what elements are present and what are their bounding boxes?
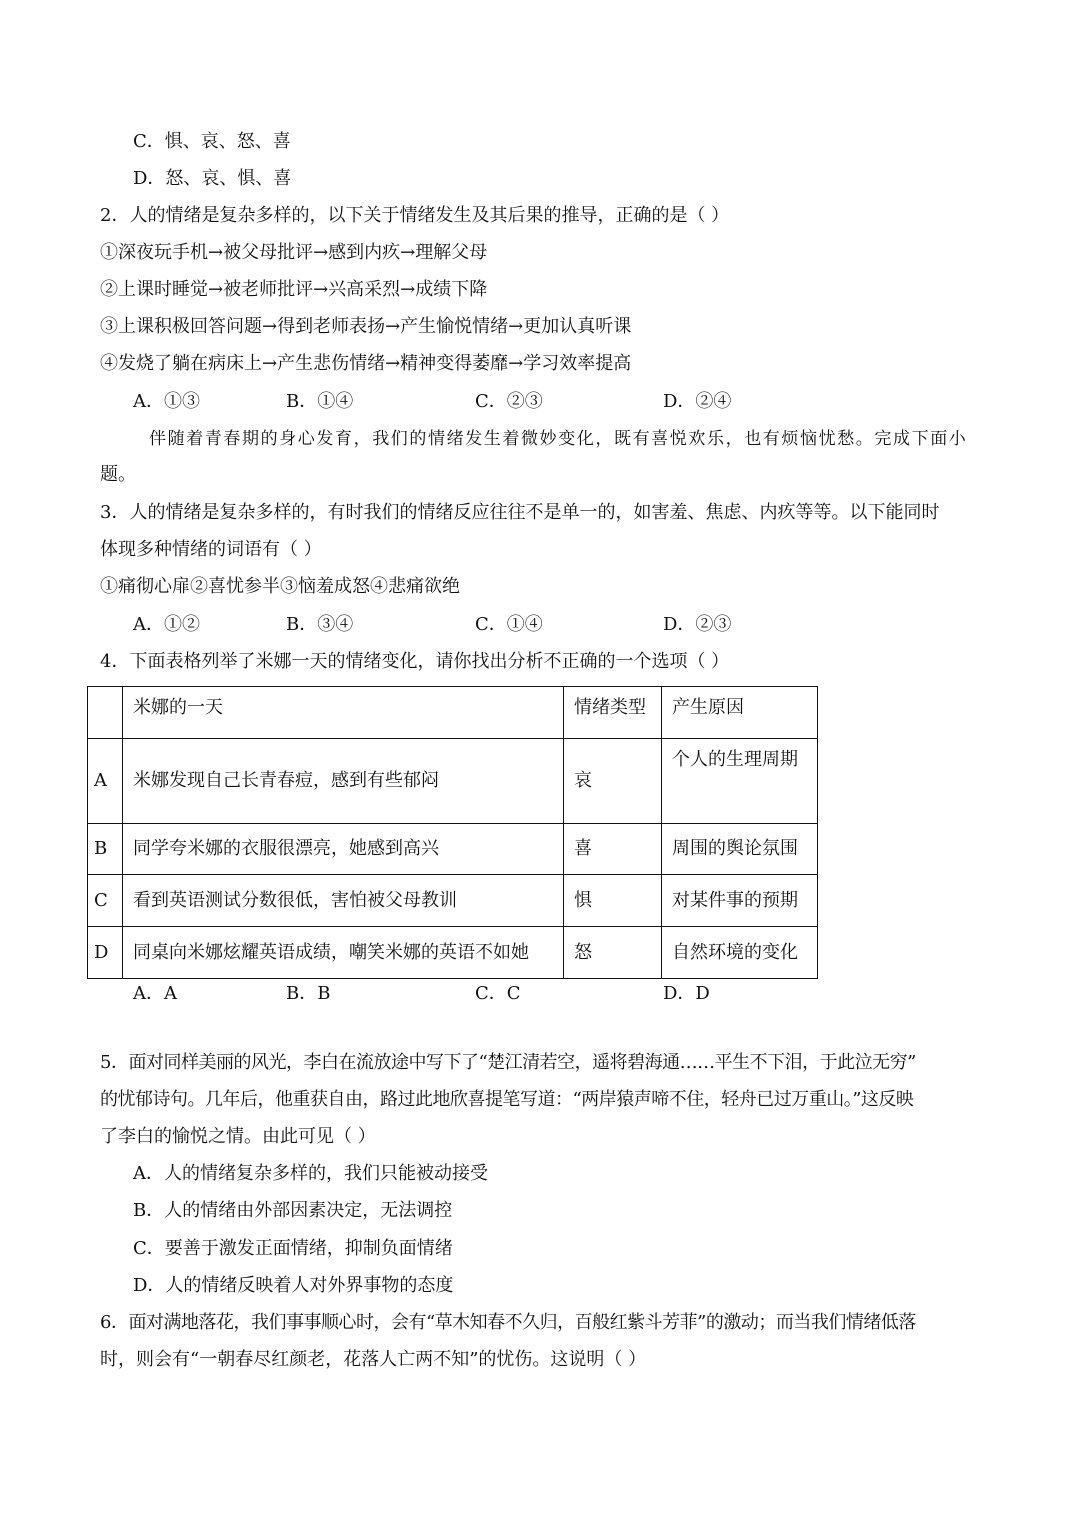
- table-header-row: [88, 687, 818, 739]
- q3-items: ①痛彻心扉②喜忧参半③恼羞成怒④悲痛欲绝: [100, 576, 460, 597]
- table-cell-cause: 对某件事的预期: [662, 875, 818, 927]
- q2-option-c[interactable]: C．②③: [475, 391, 543, 412]
- table-header-cell: 米娜的一天: [123, 687, 564, 739]
- q5-option-d[interactable]: D．人的情绪反映着人对外界事物的态度: [133, 1275, 454, 1296]
- q4-option-c[interactable]: C．C: [475, 983, 521, 1004]
- table-header-cell: 产生原因: [662, 687, 818, 739]
- q5-stem-line-1: 5．面对同样美丽的风光，李白在流放途中写下了“楚江清若空，遥将碧海通……平生不下泪，于此泣无穷”: [100, 1052, 916, 1073]
- q2-option-b[interactable]: B．①④: [286, 391, 354, 412]
- q4-option-b[interactable]: B．B: [286, 983, 331, 1004]
- table-cell-label: B: [88, 824, 123, 875]
- table-row: [88, 927, 818, 979]
- table-cell-cause: 个人的生理周期: [662, 739, 818, 824]
- q5-stem-line-3: 了李白的愉悦之情。由此可见（ ）: [100, 1126, 376, 1147]
- q4-option-d[interactable]: D．D: [663, 983, 710, 1004]
- q5-option-c[interactable]: C．要善于激发正面情绪，抑制负面情绪: [133, 1238, 453, 1259]
- q3-stem-line-2: 体现多种情绪的词语有（ ）: [100, 539, 322, 560]
- table-cell-label: A: [88, 739, 123, 824]
- table-cell-emotion: 喜: [564, 824, 662, 875]
- q1-option-d[interactable]: D．怒、哀、惧、喜: [133, 168, 292, 189]
- q2-item-4: ④发烧了躺在病床上→产生悲伤情绪→精神变得萎靡→学习效率提高: [100, 353, 632, 374]
- table-cell-emotion: 怒: [564, 927, 662, 979]
- q2-option-a[interactable]: A．①③: [133, 391, 200, 412]
- q1-option-c[interactable]: C．惧、哀、怒、喜: [133, 131, 291, 152]
- q6-stem-line-1: 6．面对满地落花，我们事事顺心时，会有“草木知春不久归，百般红紫斗芳菲”的激动；而当我们情绪低落: [100, 1312, 916, 1333]
- q3-option-d[interactable]: D．②③: [663, 614, 732, 635]
- table-cell-emotion: 惧: [564, 875, 662, 927]
- q2-item-3: ③上课积极回答问题→得到老师表扬→产生愉悦情绪→更加认真听课: [100, 316, 632, 337]
- q5-option-b[interactable]: B．人的情绪由外部因素决定，无法调控: [133, 1200, 453, 1221]
- table-cell-label: D: [88, 927, 123, 979]
- q3-stem-line-1: 3．人的情绪是复杂多样的，有时我们的情绪反应往往不是单一的，如害羞、焦虑、内疚等等。以下能同时: [100, 502, 940, 523]
- table-cell-event: 同学夸米娜的衣服很漂亮，她感到高兴: [123, 824, 564, 875]
- table-cell-event: 看到英语测试分数很低，害怕被父母教训: [123, 875, 564, 927]
- q2-item-2: ②上课时睡觉→被老师批评→兴高采烈→成绩下降: [100, 279, 488, 300]
- q3-option-b[interactable]: B．③④: [286, 614, 354, 635]
- q3-option-a[interactable]: A．①②: [133, 614, 200, 635]
- table-cell-cause: 周围的舆论氛围: [662, 824, 818, 875]
- passage-line-1: 伴随着青春期的身心发育，我们的情绪发生着微妙变化，既有喜悦欢乐，也有烦恼忧愁。完成下面小: [149, 429, 968, 449]
- passage-line-2: 题。: [100, 464, 136, 485]
- q4-option-a[interactable]: A．A: [133, 983, 177, 1004]
- table-header-cell: [88, 687, 123, 739]
- q2-option-d[interactable]: D．②④: [663, 391, 732, 412]
- q6-stem-line-2: 时，则会有“一朝春尽红颜老，花落人亡两不知”的忧伤。这说明（ ）: [100, 1349, 647, 1370]
- table-cell-event: 米娜发现自己长青春痘，感到有些郁闷: [123, 739, 564, 824]
- q4-stem: 4．下面表格列举了米娜一天的情绪变化，请你找出分析不正确的一个选项（ ）: [100, 651, 730, 672]
- table-row: [88, 824, 818, 875]
- q5-option-a[interactable]: A．人的情绪复杂多样的，我们只能被动接受: [133, 1163, 488, 1184]
- q2-item-1: ①深夜玩手机→被父母批评→感到内疚→理解父母: [100, 242, 488, 263]
- mood-table: [87, 686, 818, 979]
- table-header-cell: 情绪类型: [564, 687, 662, 739]
- table-row: [88, 739, 818, 824]
- table-row: [88, 875, 818, 927]
- table-cell-emotion: 哀: [564, 739, 662, 824]
- q2-stem: 2．人的情绪是复杂多样的，以下关于情绪发生及其后果的推导，正确的是（ ）: [100, 205, 730, 226]
- table-cell-cause: 自然环境的变化: [662, 927, 818, 979]
- table-cell-event: 同桌向米娜炫耀英语成绩，嘲笑米娜的英语不如她: [123, 927, 564, 979]
- q3-option-c[interactable]: C．①④: [475, 614, 543, 635]
- table-cell-label: C: [88, 875, 123, 927]
- q5-stem-line-2: 的忧郁诗句。几年后，他重获自由，路过此地欣喜提笔写道：“两岸猿声啼不住，轻舟已过万重山。”这反映: [100, 1089, 914, 1110]
